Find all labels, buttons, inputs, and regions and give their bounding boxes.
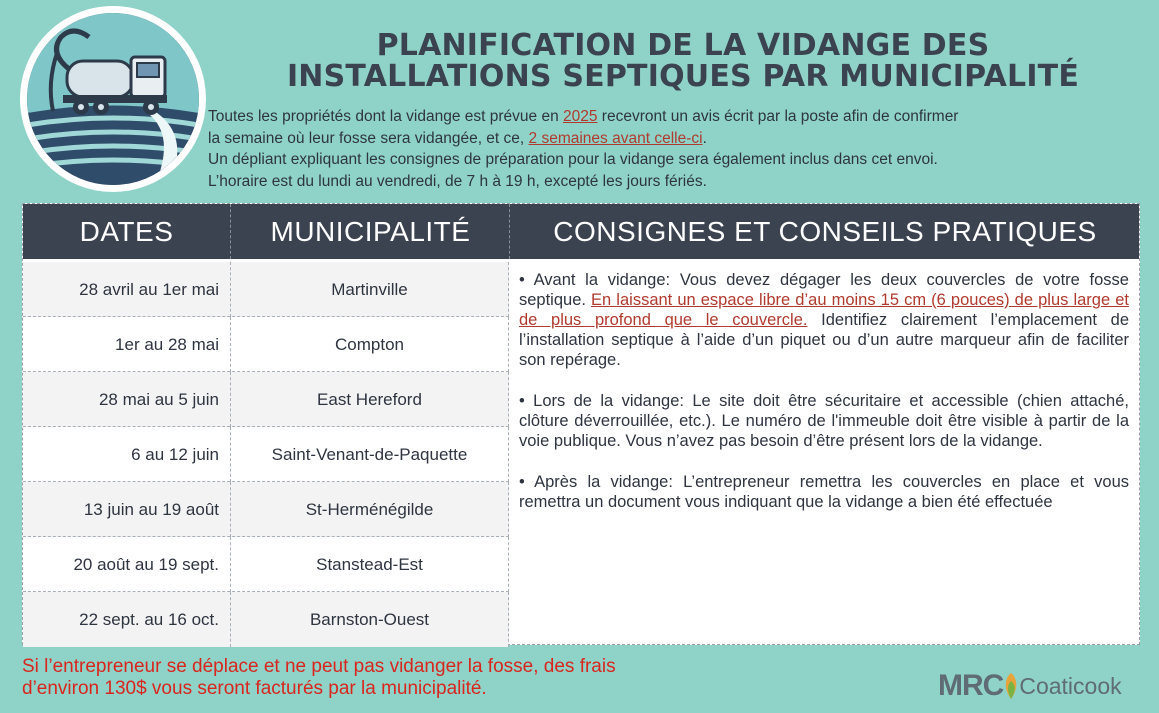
header-tips: CONSIGNES ET CONSEILS PRATIQUES: [509, 204, 1140, 259]
row-date: 1er au 28 mai: [115, 335, 219, 354]
row-municipality: Barnston-Ouest: [230, 592, 509, 647]
table-row: [23, 262, 509, 317]
intro-line-1-start: Toutes les propriétés dont la vidange est prévue en: [208, 108, 564, 125]
tips-cell: [519, 270, 1129, 533]
row-date: 13 juin au 19 août: [83, 500, 219, 519]
intro-line-2: [208, 128, 1153, 150]
intro-line-2-end: .: [702, 129, 707, 147]
table-row: [23, 482, 509, 537]
fee-warning: [22, 656, 822, 700]
title-line-2: INSTALLATIONS SEPTIQUES PAR MUNICIPALITÉ: [286, 59, 1080, 94]
schedule-rows: [23, 262, 509, 647]
septic-truck-icon: [27, 13, 199, 185]
intro-line-1: [208, 106, 1153, 128]
page-title: [208, 30, 1158, 92]
row-municipality: Saint-Venant-de-Paquette: [230, 427, 509, 482]
intro-notice-delay: 2 semaines avant celle-ci: [528, 129, 703, 147]
tip-before-clearance: En laissant un espace libre d’au moins 15 cm (6 pouces) de plus large et de plus profond que le couvercle.: [519, 291, 1129, 329]
tip-before: [519, 270, 1129, 370]
mrc-coaticook-logo: [938, 666, 1122, 706]
fee-warning-line-1: Si l’entrepreneur se déplace et ne peut pas vidanger la fosse, des frais: [22, 656, 616, 677]
row-municipality: East Hereford: [230, 372, 509, 427]
tip-before-end: Identifiez clairement l’emplacement de l’installation septique à l’aide d’un piquet ou d’un autre marqueur afin de faciliter son repérage.: [519, 311, 1129, 369]
table-row: [23, 537, 509, 592]
leaf-icon: [1004, 673, 1018, 699]
row-date: 20 août au 19 sept.: [73, 555, 219, 574]
brand-mrc: MRC: [938, 669, 1004, 702]
table-row: [23, 592, 509, 647]
row-municipality: Stanstead-Est: [230, 537, 509, 592]
row-municipality: Martinville: [230, 262, 509, 317]
intro-text: [208, 106, 1153, 192]
intro-line-3: Un dépliant expliquant les consignes de préparation pour la vidange sera également inclus dans cet envoi.: [208, 151, 938, 168]
intro-line-1-end: recevront un avis écrit par la poste afin de confirmer: [597, 108, 959, 125]
table-header: [23, 204, 1139, 259]
septic-truck-logo: [20, 6, 206, 192]
table-row: [23, 317, 509, 372]
row-date: 28 mai au 5 juin: [98, 390, 219, 409]
fee-warning-line-2: d’environ 130$ vous seront facturés par la municipalité.: [22, 678, 487, 699]
intro-line-2-start: la semaine où leur fosse sera vidangée, et ce,: [208, 129, 529, 147]
row-date: 22 sept. au 16 oct.: [79, 610, 219, 629]
header-dates: DATES: [79, 216, 174, 247]
brand-name: Coaticook: [1019, 672, 1122, 699]
row-municipality: St-Herménégilde: [230, 482, 509, 537]
row-municipality: Compton: [230, 317, 509, 372]
intro-year: 2025: [563, 108, 598, 125]
tip-during: • Lors de la vidange: Le site doit être sécuritaire et accessible (chien attaché, clôture déverrouillée, etc.). Le numéro de l'immeuble doit être visible à partir de la voie publique. Vous n’avez pas besoin d’être présent lors de la vidange.: [519, 392, 1129, 450]
tip-after: • Après la vidange: L’entrepreneur remettra les couvercles en place et vous remettra un document vous indiquant que la vidange a bien été effectuée: [519, 473, 1129, 511]
table-row: [23, 427, 509, 482]
schedule-table: [22, 203, 1140, 645]
tip-before-start: • Avant la vidange: Vous devez dégager les deux couvercles de votre fosse septique.: [519, 271, 1129, 309]
header-municipality: MUNICIPALITÉ: [230, 204, 510, 259]
intro-line-4: L’horaire est du lundi au vendredi, de 7 h à 19 h, excepté les jours fériés.: [208, 172, 707, 190]
title-line-1: PLANIFICATION DE LA VIDANGE DES: [376, 28, 990, 63]
table-row: [23, 372, 509, 427]
row-date: 6 au 12 juin: [131, 445, 219, 464]
row-date: 28 avril au 1er mai: [79, 280, 219, 299]
